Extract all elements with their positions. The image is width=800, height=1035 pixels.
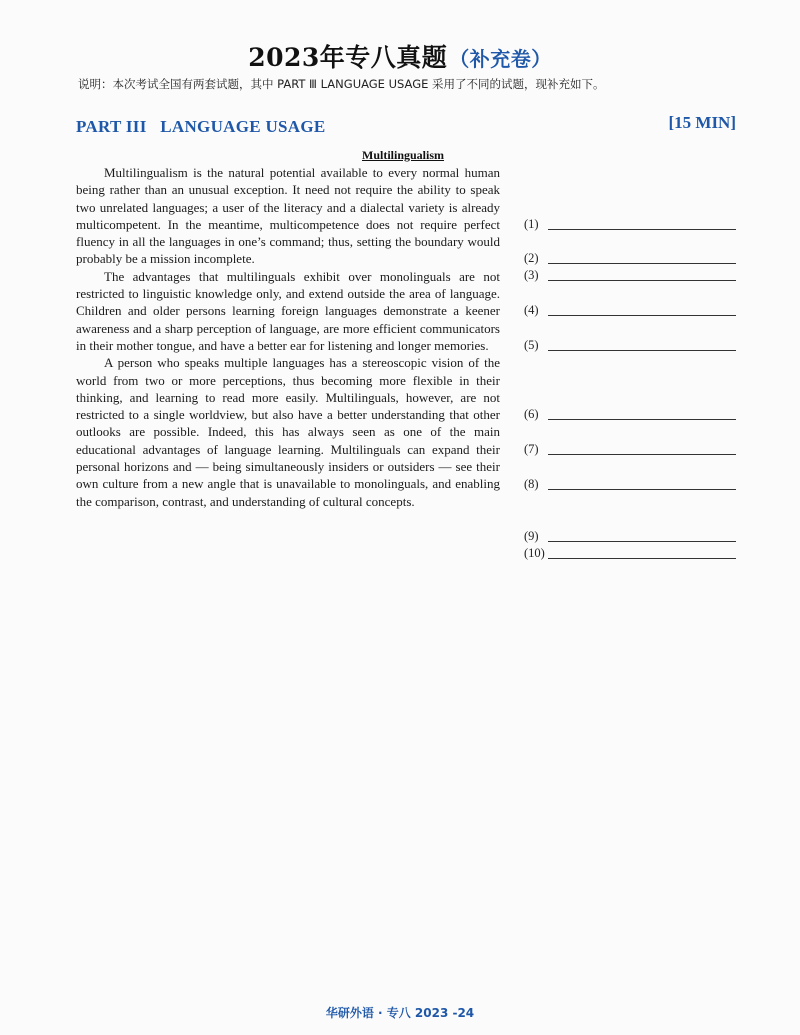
answer-blank-5[interactable] bbox=[524, 338, 736, 352]
answer-line bbox=[548, 315, 736, 316]
answer-blank-9[interactable] bbox=[524, 529, 736, 543]
blank-number: (9) bbox=[524, 529, 539, 543]
title-sub: （补充卷） bbox=[449, 47, 552, 71]
page-title bbox=[0, 38, 800, 74]
title-main: 2023年专八真题 bbox=[248, 43, 448, 72]
answer-line bbox=[548, 263, 736, 264]
section-time: [15 MIN] bbox=[668, 113, 736, 132]
page-footer: 华研外语 · 专八 2023 -24 bbox=[325, 1006, 475, 1020]
answer-blank-8[interactable] bbox=[524, 477, 736, 491]
blank-number: (4) bbox=[524, 303, 539, 317]
answer-blank-1[interactable] bbox=[524, 217, 736, 231]
blank-number: (5) bbox=[524, 338, 539, 352]
answer-blank-10[interactable] bbox=[524, 546, 736, 560]
exam-note: 说明：本次考试全国有两套试题，其中 PART Ⅲ LANGUAGE USAGE 采用了不同的试题，现补充如下。 bbox=[78, 77, 605, 91]
passage-paragraph: A person who speaks multiple languages has a stereoscopic vision of the world from two or more perceptions, thus becoming more flexible in their thinking, and learning to read more easily. Multilinguals, however, are not restricted to a single worldview, but also have a better understanding that other outlooks are possible. Indeed, this has always seen as one of the main educational advantages of language learning. Multilinguals can expand their personal horizons and — being simultaneously insiders or outsiders — see their own culture from a new angle that is unavailable to monolinguals, and enabling the comparison, contrast, and understanding of cultural concepts. bbox=[76, 355, 500, 509]
answer-line bbox=[548, 419, 736, 420]
blank-number: (7) bbox=[524, 442, 539, 456]
passage-paragraph: Multilingualism is the natural potential available to every normal human being rather than an unusual exception. It need not require the ability to speak two unrelated languages; a user of the literacy and a dialectal variety is already multicompetent. In the meantime, multicompetence does not require perfect fluency in all the languages in one’s command; thus, setting the boundary would probably be a mission incomplete. bbox=[76, 165, 500, 267]
answer-line bbox=[548, 558, 736, 559]
blank-number: (2) bbox=[524, 251, 539, 265]
answer-line bbox=[548, 280, 736, 281]
answer-blank-4[interactable] bbox=[524, 303, 736, 317]
section-heading: PART III LANGUAGE USAGE bbox=[76, 117, 326, 136]
blank-number: (1) bbox=[524, 217, 539, 231]
passage-body bbox=[76, 164, 500, 510]
answer-blank-6[interactable] bbox=[524, 407, 736, 421]
answer-line bbox=[548, 489, 736, 490]
blank-number: (8) bbox=[524, 477, 539, 491]
answer-line bbox=[548, 229, 736, 230]
answer-line bbox=[548, 541, 736, 542]
answer-line bbox=[548, 350, 736, 351]
answer-blank-3[interactable] bbox=[524, 268, 736, 282]
blank-number: (3) bbox=[524, 268, 539, 282]
blank-number: (6) bbox=[524, 407, 539, 421]
answer-blank-7[interactable] bbox=[524, 442, 736, 456]
answer-blank-2[interactable] bbox=[524, 251, 736, 265]
blank-number: (10) bbox=[524, 546, 545, 560]
passage-paragraph: The advantages that multilinguals exhibit over monolinguals are not restricted to linguistic knowledge only, and extend outside the area of language. Children and older persons learning foreign languages demonstrate a keener awareness and a sharp perception of language, are more efficient communicators in their mother tongue, and have a better ear for listening and longer memories. bbox=[76, 268, 500, 353]
answer-line bbox=[548, 454, 736, 455]
passage-title: Multilingualism bbox=[362, 148, 445, 162]
